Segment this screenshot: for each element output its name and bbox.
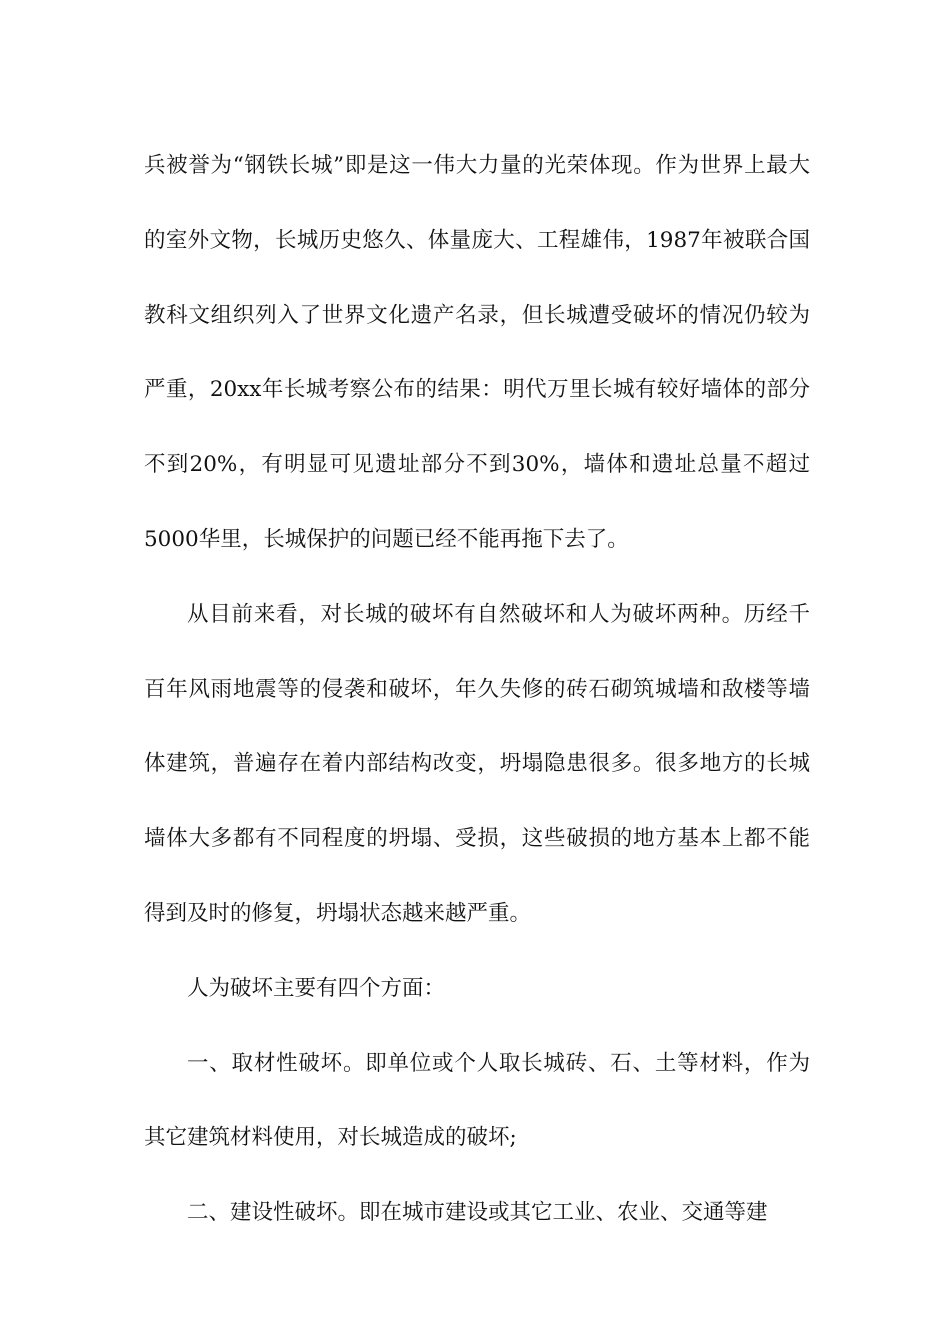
paragraph-2: 从目前来看，对长城的破坏有自然破坏和人为破坏两种。历经千百年风雨地震等的侵袭和破坏，年久失修的砖石砌筑城墙和敌楼等墙体建筑，普遍存在着内部结构改变，坍塌隐患很多。很多地方的长城墙体大多都有不同程度的坍塌、受损，这些破损的地方基本上都不能得到及时的修复，坍塌状态越来越严重。 [144,601,810,926]
paragraph-4: 一、取材性破坏。即单位或个人取长城砖、石、土等材料，作为其它建筑材料使用，对长城造成的破坏; [144,1050,810,1151]
document-body [144,129,810,1251]
paragraph-1: 兵被誉为“钢铁长城”即是这一伟大力量的光荣体现。作为世界上最大的室外文物，长城历史悠久、体量庞大、工程雄伟，1987年被联合国教科文组织列入了世界文化遗产名录，但长城遭受破坏的情况仍较为严重，20xx年长城考察公布的结果：明代万里长城有较好墙体的部分不到20%，有明显可见遗址部分不到30%，墙体和遗址总量不超过5000华里，长城保护的问题已经不能再拖下去了。 [144,153,810,552]
paragraph-3: 人为破坏主要有四个方面： [187,975,446,1001]
paragraph-5: 二、建设性破坏。即在城市建设或其它工业、农业、交通等建 [187,1200,768,1226]
